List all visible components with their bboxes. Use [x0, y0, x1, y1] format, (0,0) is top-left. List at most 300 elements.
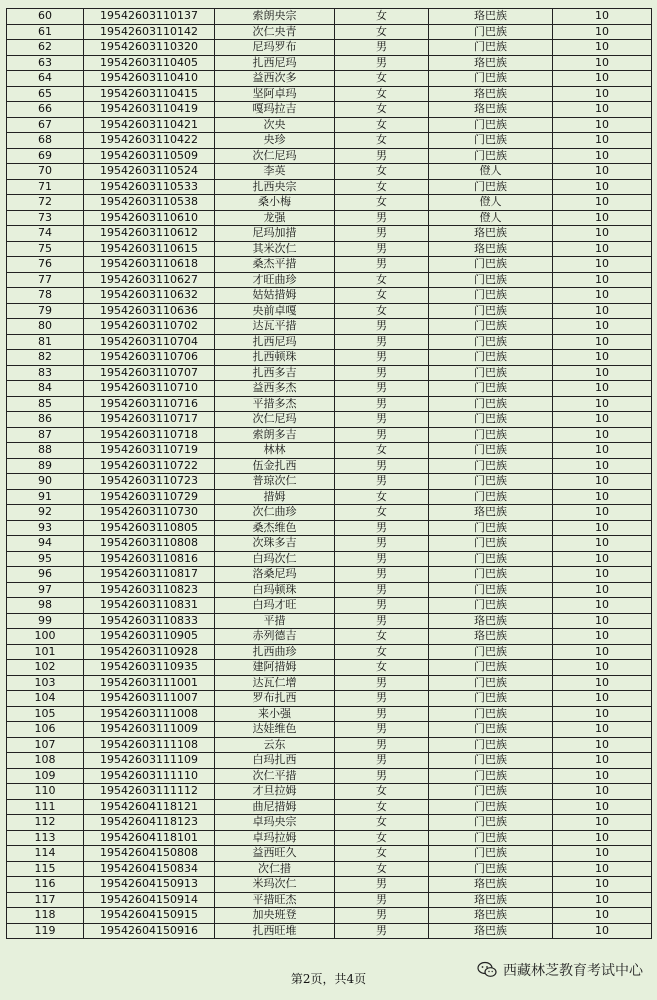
ethnicity-cell: 门巴族 — [429, 381, 553, 397]
seq-cell: 93 — [7, 520, 84, 536]
score-cell: 10 — [553, 24, 652, 40]
name-cell: 云东 — [215, 737, 335, 753]
table-row — [7, 846, 652, 862]
table-row — [7, 644, 652, 660]
seq-cell: 112 — [7, 815, 84, 831]
name-cell: 达娃维色 — [215, 722, 335, 738]
exam-id-cell: 19542603110422 — [84, 133, 215, 149]
name-cell: 米玛次仁 — [215, 877, 335, 893]
seq-cell: 105 — [7, 706, 84, 722]
table-row — [7, 675, 652, 691]
score-cell: 10 — [553, 381, 652, 397]
gender-cell: 男 — [335, 396, 429, 412]
table-row — [7, 24, 652, 40]
exam-id-cell: 19542603111112 — [84, 784, 215, 800]
name-cell: 坚阿卓玛 — [215, 86, 335, 102]
table-row — [7, 551, 652, 567]
name-cell: 扎西尼玛 — [215, 334, 335, 350]
seq-cell: 97 — [7, 582, 84, 598]
gender-cell: 男 — [335, 582, 429, 598]
exam-id-cell: 19542603110823 — [84, 582, 215, 598]
score-cell: 10 — [553, 784, 652, 800]
score-cell: 10 — [553, 396, 652, 412]
table-row — [7, 164, 652, 180]
exam-id-cell: 19542603111001 — [84, 675, 215, 691]
ethnicity-cell: 门巴族 — [429, 71, 553, 87]
table-row — [7, 598, 652, 614]
ethnicity-cell: 珞巴族 — [429, 877, 553, 893]
exam-id-cell: 19542603110723 — [84, 474, 215, 490]
seq-cell: 103 — [7, 675, 84, 691]
name-cell: 益西旺久 — [215, 846, 335, 862]
exam-id-cell: 19542603110524 — [84, 164, 215, 180]
seq-cell: 63 — [7, 55, 84, 71]
gender-cell: 女 — [335, 133, 429, 149]
seq-cell: 77 — [7, 272, 84, 288]
gender-cell: 男 — [335, 722, 429, 738]
name-cell: 扎西尼玛 — [215, 55, 335, 71]
table-row — [7, 365, 652, 381]
table-row — [7, 877, 652, 893]
score-cell: 10 — [553, 613, 652, 629]
score-cell: 10 — [553, 288, 652, 304]
table-row — [7, 381, 652, 397]
score-cell: 10 — [553, 117, 652, 133]
table-row — [7, 923, 652, 939]
name-cell: 桑杰平措 — [215, 257, 335, 273]
ethnicity-cell: 门巴族 — [429, 288, 553, 304]
ethnicity-cell: 门巴族 — [429, 489, 553, 505]
score-cell: 10 — [553, 241, 652, 257]
name-cell: 才旺曲珍 — [215, 272, 335, 288]
table-row — [7, 458, 652, 474]
score-cell: 10 — [553, 861, 652, 877]
ethnicity-cell: 门巴族 — [429, 458, 553, 474]
seq-cell: 73 — [7, 210, 84, 226]
ethnicity-cell: 门巴族 — [429, 443, 553, 459]
seq-cell: 71 — [7, 179, 84, 195]
seq-cell: 66 — [7, 102, 84, 118]
exam-id-cell: 19542603110730 — [84, 505, 215, 521]
gender-cell: 男 — [335, 613, 429, 629]
name-cell: 次仁尼玛 — [215, 148, 335, 164]
name-cell: 赤列德吉 — [215, 629, 335, 645]
table-row — [7, 629, 652, 645]
table-row — [7, 753, 652, 769]
table-row — [7, 71, 652, 87]
ethnicity-cell: 门巴族 — [429, 257, 553, 273]
gender-cell: 女 — [335, 9, 429, 25]
gender-cell: 女 — [335, 784, 429, 800]
seq-cell: 80 — [7, 319, 84, 335]
exam-id-cell: 19542604150913 — [84, 877, 215, 893]
score-cell: 10 — [553, 226, 652, 242]
exam-id-cell: 19542603110707 — [84, 365, 215, 381]
score-cell: 10 — [553, 195, 652, 211]
gender-cell: 男 — [335, 148, 429, 164]
score-cell: 10 — [553, 675, 652, 691]
name-cell: 次仁措 — [215, 861, 335, 877]
table-row — [7, 210, 652, 226]
gender-cell: 男 — [335, 598, 429, 614]
seq-cell: 99 — [7, 613, 84, 629]
score-cell: 10 — [553, 629, 652, 645]
exam-id-cell: 19542603110905 — [84, 629, 215, 645]
name-cell: 扎西旺堆 — [215, 923, 335, 939]
name-cell: 益西多杰 — [215, 381, 335, 397]
score-cell: 10 — [553, 830, 652, 846]
table-row — [7, 86, 652, 102]
name-cell: 达瓦仁增 — [215, 675, 335, 691]
seq-cell: 87 — [7, 427, 84, 443]
table-row — [7, 660, 652, 676]
score-cell: 10 — [553, 706, 652, 722]
exam-id-cell: 19542603110702 — [84, 319, 215, 335]
name-cell: 卓玛拉姆 — [215, 830, 335, 846]
seq-cell: 78 — [7, 288, 84, 304]
ethnicity-cell: 珞巴族 — [429, 923, 553, 939]
gender-cell: 男 — [335, 241, 429, 257]
ethnicity-cell: 珞巴族 — [429, 629, 553, 645]
table-row — [7, 303, 652, 319]
name-cell: 益西次多 — [215, 71, 335, 87]
gender-cell: 女 — [335, 861, 429, 877]
ethnicity-cell: 门巴族 — [429, 861, 553, 877]
table-row — [7, 350, 652, 366]
roster-body — [7, 9, 652, 939]
table-row — [7, 257, 652, 273]
seq-cell: 89 — [7, 458, 84, 474]
seq-cell: 114 — [7, 846, 84, 862]
gender-cell: 男 — [335, 737, 429, 753]
ethnicity-cell: 门巴族 — [429, 784, 553, 800]
name-cell: 达瓦平措 — [215, 319, 335, 335]
table-row — [7, 55, 652, 71]
ethnicity-cell: 门巴族 — [429, 753, 553, 769]
exam-id-cell: 19542603110533 — [84, 179, 215, 195]
ethnicity-cell: 门巴族 — [429, 303, 553, 319]
exam-id-cell: 19542603110627 — [84, 272, 215, 288]
gender-cell: 男 — [335, 334, 429, 350]
ethnicity-cell: 门巴族 — [429, 272, 553, 288]
seq-cell: 81 — [7, 334, 84, 350]
gender-cell: 女 — [335, 179, 429, 195]
ethnicity-cell: 门巴族 — [429, 737, 553, 753]
name-cell: 卓玛央宗 — [215, 815, 335, 831]
table-row — [7, 582, 652, 598]
seq-cell: 90 — [7, 474, 84, 490]
gender-cell: 女 — [335, 660, 429, 676]
gender-cell: 女 — [335, 86, 429, 102]
ethnicity-cell: 门巴族 — [429, 660, 553, 676]
seq-cell: 61 — [7, 24, 84, 40]
gender-cell: 男 — [335, 675, 429, 691]
name-cell: 平措多杰 — [215, 396, 335, 412]
ethnicity-cell: 门巴族 — [429, 768, 553, 784]
gender-cell: 女 — [335, 117, 429, 133]
exam-id-cell: 19542603110831 — [84, 598, 215, 614]
exam-id-cell: 19542603110612 — [84, 226, 215, 242]
name-cell: 姑姑措姆 — [215, 288, 335, 304]
table-row — [7, 892, 652, 908]
score-cell: 10 — [553, 753, 652, 769]
exam-id-cell: 19542603110538 — [84, 195, 215, 211]
exam-id-cell: 19542603110405 — [84, 55, 215, 71]
seq-cell: 106 — [7, 722, 84, 738]
exam-id-cell: 19542604150915 — [84, 908, 215, 924]
name-cell: 桑杰维色 — [215, 520, 335, 536]
ethnicity-cell: 门巴族 — [429, 24, 553, 40]
seq-cell: 74 — [7, 226, 84, 242]
table-row — [7, 272, 652, 288]
score-cell: 10 — [553, 350, 652, 366]
gender-cell: 男 — [335, 55, 429, 71]
ethnicity-cell: 僜人 — [429, 195, 553, 211]
exam-id-cell: 19542603110935 — [84, 660, 215, 676]
exam-id-cell: 19542603110722 — [84, 458, 215, 474]
score-cell: 10 — [553, 815, 652, 831]
name-cell: 嘎玛拉吉 — [215, 102, 335, 118]
seq-cell: 108 — [7, 753, 84, 769]
gender-cell: 女 — [335, 195, 429, 211]
gender-cell: 女 — [335, 288, 429, 304]
score-cell: 10 — [553, 179, 652, 195]
student-roster-table — [6, 8, 652, 939]
score-cell: 10 — [553, 443, 652, 459]
score-cell: 10 — [553, 412, 652, 428]
source-watermark — [477, 960, 643, 980]
score-cell: 10 — [553, 799, 652, 815]
exam-id-cell: 19542603110717 — [84, 412, 215, 428]
seq-cell: 69 — [7, 148, 84, 164]
name-cell: 白玛才旺 — [215, 598, 335, 614]
name-cell: 才旦拉姆 — [215, 784, 335, 800]
seq-cell: 83 — [7, 365, 84, 381]
seq-cell: 110 — [7, 784, 84, 800]
ethnicity-cell: 门巴族 — [429, 334, 553, 350]
score-cell: 10 — [553, 691, 652, 707]
name-cell: 洛桑尼玛 — [215, 567, 335, 583]
ethnicity-cell: 门巴族 — [429, 117, 553, 133]
gender-cell: 女 — [335, 815, 429, 831]
ethnicity-cell: 门巴族 — [429, 474, 553, 490]
gender-cell: 女 — [335, 505, 429, 521]
seq-cell: 101 — [7, 644, 84, 660]
ethnicity-cell: 珞巴族 — [429, 9, 553, 25]
name-cell: 索朗央宗 — [215, 9, 335, 25]
name-cell: 罗布扎西 — [215, 691, 335, 707]
watermark-text: 西藏林芝教育考试中心 — [503, 963, 643, 979]
exam-id-cell: 19542603110509 — [84, 148, 215, 164]
ethnicity-cell: 门巴族 — [429, 350, 553, 366]
name-cell: 白玛顿珠 — [215, 582, 335, 598]
exam-id-cell: 19542603110610 — [84, 210, 215, 226]
exam-id-cell: 19542603110142 — [84, 24, 215, 40]
seq-cell: 67 — [7, 117, 84, 133]
score-cell: 10 — [553, 582, 652, 598]
exam-id-cell: 19542604118101 — [84, 830, 215, 846]
seq-cell: 62 — [7, 40, 84, 56]
seq-cell: 68 — [7, 133, 84, 149]
table-row — [7, 9, 652, 25]
exam-id-cell: 19542603110805 — [84, 520, 215, 536]
gender-cell: 男 — [335, 877, 429, 893]
seq-cell: 118 — [7, 908, 84, 924]
seq-cell: 70 — [7, 164, 84, 180]
seq-cell: 104 — [7, 691, 84, 707]
gender-cell: 男 — [335, 706, 429, 722]
seq-cell: 102 — [7, 660, 84, 676]
name-cell: 扎西多吉 — [215, 365, 335, 381]
name-cell: 林林 — [215, 443, 335, 459]
gender-cell: 男 — [335, 210, 429, 226]
table-row — [7, 691, 652, 707]
score-cell: 10 — [553, 892, 652, 908]
score-cell: 10 — [553, 474, 652, 490]
seq-cell: 76 — [7, 257, 84, 273]
table-row — [7, 489, 652, 505]
table-row — [7, 241, 652, 257]
gender-cell: 女 — [335, 164, 429, 180]
gender-cell: 男 — [335, 753, 429, 769]
gender-cell: 男 — [335, 551, 429, 567]
score-cell: 10 — [553, 536, 652, 552]
table-row — [7, 784, 652, 800]
exam-id-cell: 19542603110636 — [84, 303, 215, 319]
seq-cell: 72 — [7, 195, 84, 211]
gender-cell: 女 — [335, 799, 429, 815]
score-cell: 10 — [553, 505, 652, 521]
exam-id-cell: 19542604118123 — [84, 815, 215, 831]
seq-cell: 79 — [7, 303, 84, 319]
score-cell: 10 — [553, 722, 652, 738]
seq-cell: 60 — [7, 9, 84, 25]
score-cell: 10 — [553, 102, 652, 118]
seq-cell: 100 — [7, 629, 84, 645]
wechat-icon — [477, 961, 497, 979]
ethnicity-cell: 珞巴族 — [429, 613, 553, 629]
score-cell: 10 — [553, 257, 652, 273]
ethnicity-cell: 珞巴族 — [429, 86, 553, 102]
gender-cell: 男 — [335, 40, 429, 56]
table-row — [7, 288, 652, 304]
seq-cell: 92 — [7, 505, 84, 521]
name-cell: 伍金扎西 — [215, 458, 335, 474]
ethnicity-cell: 门巴族 — [429, 644, 553, 660]
gender-cell: 男 — [335, 350, 429, 366]
table-row — [7, 505, 652, 521]
gender-cell: 男 — [335, 458, 429, 474]
gender-cell: 女 — [335, 443, 429, 459]
exam-id-cell: 19542603110729 — [84, 489, 215, 505]
exam-id-cell: 19542603110833 — [84, 613, 215, 629]
table-row — [7, 179, 652, 195]
ethnicity-cell: 门巴族 — [429, 396, 553, 412]
table-row — [7, 195, 652, 211]
page-number: 第2页，共4页 — [290, 972, 367, 986]
score-cell: 10 — [553, 846, 652, 862]
score-cell: 10 — [553, 660, 652, 676]
table-row — [7, 148, 652, 164]
ethnicity-cell: 珞巴族 — [429, 908, 553, 924]
score-cell: 10 — [553, 9, 652, 25]
table-row — [7, 861, 652, 877]
ethnicity-cell: 门巴族 — [429, 846, 553, 862]
exam-id-cell: 19542603110419 — [84, 102, 215, 118]
exam-id-cell: 19542603110710 — [84, 381, 215, 397]
gender-cell: 男 — [335, 226, 429, 242]
exam-id-cell: 19542603111109 — [84, 753, 215, 769]
gender-cell: 女 — [335, 846, 429, 862]
gender-cell: 女 — [335, 71, 429, 87]
table-row — [7, 768, 652, 784]
table-row — [7, 427, 652, 443]
ethnicity-cell: 门巴族 — [429, 148, 553, 164]
ethnicity-cell: 门巴族 — [429, 799, 553, 815]
score-cell: 10 — [553, 520, 652, 536]
table-row — [7, 474, 652, 490]
table-row — [7, 908, 652, 924]
score-cell: 10 — [553, 551, 652, 567]
exam-id-cell: 19542603110816 — [84, 551, 215, 567]
table-row — [7, 737, 652, 753]
gender-cell: 男 — [335, 691, 429, 707]
name-cell: 次珠多吉 — [215, 536, 335, 552]
ethnicity-cell: 门巴族 — [429, 179, 553, 195]
gender-cell: 男 — [335, 365, 429, 381]
table-row — [7, 412, 652, 428]
table-row — [7, 102, 652, 118]
seq-cell: 117 — [7, 892, 84, 908]
seq-cell: 116 — [7, 877, 84, 893]
seq-cell: 119 — [7, 923, 84, 939]
table-row — [7, 226, 652, 242]
gender-cell: 女 — [335, 102, 429, 118]
exam-id-cell: 19542603110808 — [84, 536, 215, 552]
table-row — [7, 613, 652, 629]
ethnicity-cell: 珞巴族 — [429, 892, 553, 908]
seq-cell: 84 — [7, 381, 84, 397]
ethnicity-cell: 珞巴族 — [429, 226, 553, 242]
table-row — [7, 443, 652, 459]
score-cell: 10 — [553, 86, 652, 102]
gender-cell: 男 — [335, 257, 429, 273]
gender-cell: 男 — [335, 319, 429, 335]
ethnicity-cell: 门巴族 — [429, 40, 553, 56]
name-cell: 龙强 — [215, 210, 335, 226]
score-cell: 10 — [553, 908, 652, 924]
exam-id-cell: 19542603111009 — [84, 722, 215, 738]
table-row — [7, 722, 652, 738]
exam-id-cell: 19542603110704 — [84, 334, 215, 350]
name-cell: 平措旺杰 — [215, 892, 335, 908]
gender-cell: 男 — [335, 427, 429, 443]
name-cell: 白玛扎西 — [215, 753, 335, 769]
exam-id-cell: 19542603111110 — [84, 768, 215, 784]
score-cell: 10 — [553, 71, 652, 87]
name-cell: 次仁央青 — [215, 24, 335, 40]
exam-id-cell: 19542603110410 — [84, 71, 215, 87]
score-cell: 10 — [553, 737, 652, 753]
name-cell: 加央班登 — [215, 908, 335, 924]
exam-id-cell: 19542603110716 — [84, 396, 215, 412]
ethnicity-cell: 门巴族 — [429, 567, 553, 583]
seq-cell: 75 — [7, 241, 84, 257]
score-cell: 10 — [553, 334, 652, 350]
gender-cell: 男 — [335, 520, 429, 536]
name-cell: 次仁平措 — [215, 768, 335, 784]
score-cell: 10 — [553, 644, 652, 660]
